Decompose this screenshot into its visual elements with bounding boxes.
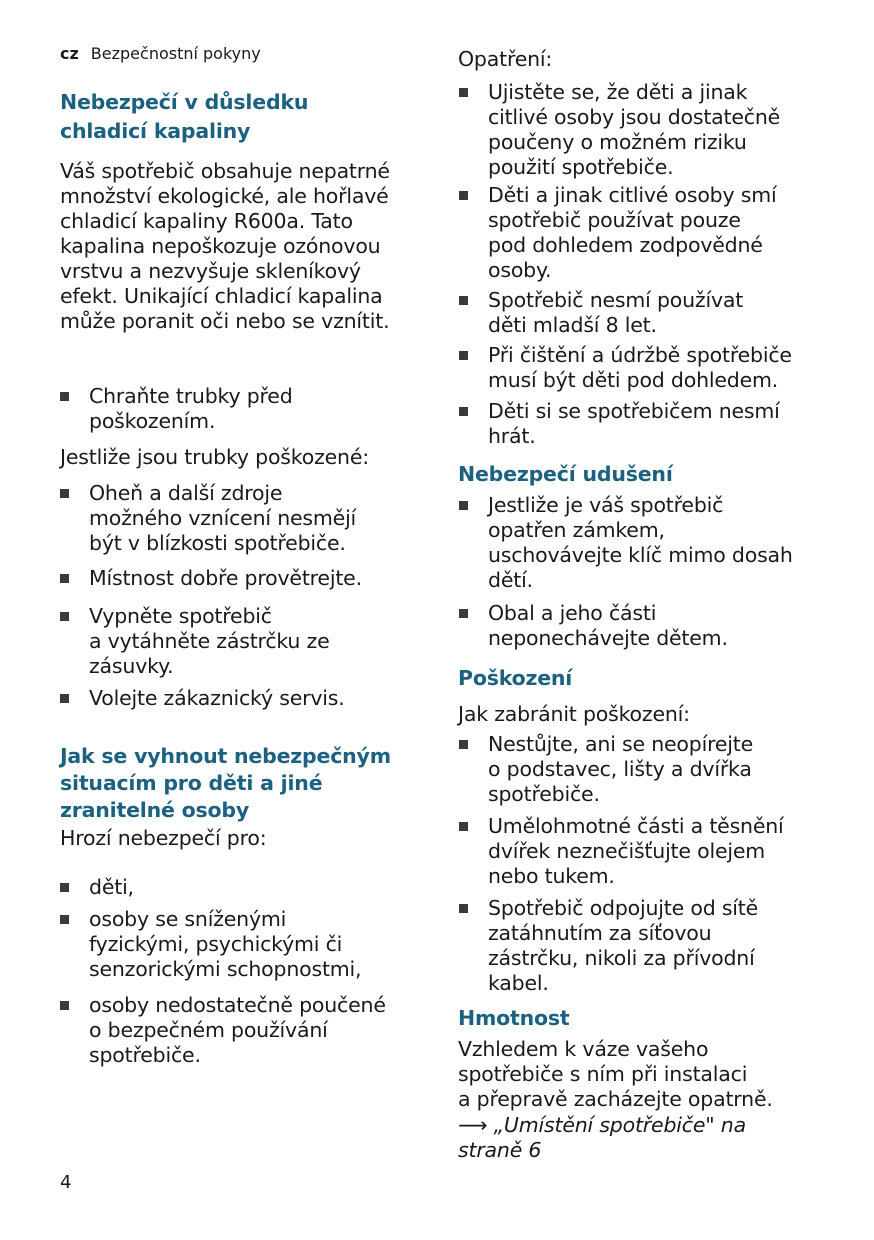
cross-reference-link[interactable]: ⟶ „Umístění spotřebiče" na straně 6 <box>458 1113 746 1162</box>
paragraph-danger-for: Hrozí nebezpečí pro: <box>60 826 267 850</box>
list-item: Při čištění a údržbě spotřebiče musí být děti pod dohledem. <box>488 343 792 392</box>
list-item: Spotřebič nesmí používat děti mladší 8 let. <box>488 288 744 337</box>
list-item: Umělohmotné části a těsnění dvířek neznečišťujte olejem nebo tukem. <box>488 814 784 888</box>
list-item: Děti si se spotřebičem nesmí hrát. <box>488 399 780 448</box>
heading-suffocation: Nebezpečí udušení <box>458 462 673 486</box>
heading-weight: Hmotnost <box>458 1006 570 1030</box>
list-item: Spotřebič odpojujte od sítě zatáhnutím za síťovou zástrčku, nikoli za přívodní kabel. <box>488 896 759 995</box>
list-item: Jestliže je váš spotřebič opatřen zámkem, uschovávejte klíč mimo dosah dětí. <box>488 493 793 592</box>
list-item: Obal a jeho části neponechávejte dětem. <box>488 601 728 650</box>
list-item: Vypněte spotřebič a vytáhněte zástrčku ze zásuvky. <box>89 604 330 678</box>
paragraph-measures: Opatření: <box>458 47 553 71</box>
list-item: Chraňte trubky před poškozením. <box>89 384 293 433</box>
language-code: cz <box>60 44 79 63</box>
list-item: Oheň a další zdroje možného vznícení nesmějí být v blízkosti spotřebiče. <box>89 481 357 555</box>
list-item: Nestůjte, ani se neopírejte o podstavec, lišty a dvířka spotřebiče. <box>488 732 754 806</box>
list-item: osoby se sníženými fyzickými, psychickými či senzorickými schopnostmi, <box>89 907 362 981</box>
list-item: Volejte zákaznický servis. <box>89 686 345 710</box>
heading-damage: Poškození <box>458 666 573 690</box>
list-item: osoby nedostatečně poučené o bezpečném používání spotřebiče. <box>89 993 386 1067</box>
paragraph-refrigerant: Váš spotřebič obsahuje nepatrné množství ekologické, ale hořlavé chladicí kapaliny R600a. Tato kapalina nepoškozuje ozónovou vrstvu a nezvyšuje skleníkový efekt. Unikající chladicí kapalina může poranit oči nebo se vznítit. <box>60 159 390 333</box>
paragraph-weight: Vzhledem k váze vašeho spotřebiče s ním při instalaci a přepravě zacházejte opatrně. <box>458 1037 773 1111</box>
list-item: Děti a jinak citlivé osoby smí spotřebič používat pouze pod dohledem zodpovědné osoby. <box>488 183 777 282</box>
heading-children-safety: Jak se vyhnout nebezpečným situacím pro děti a jiné zranitelné osoby <box>60 744 391 822</box>
paragraph-prevent-damage: Jak zabránit poškození: <box>458 702 690 726</box>
heading-refrigerant: Nebezpečí v důsledku chladicí kapaliny <box>60 90 309 143</box>
list-item: děti, <box>89 875 134 899</box>
section-title: Bezpečnostní pokyny <box>90 44 261 63</box>
paragraph-damaged-pipes: Jestliže jsou trubky poškozené: <box>60 445 369 469</box>
list-item: Místnost dobře provětrejte. <box>89 566 362 590</box>
running-header <box>60 44 261 63</box>
list-item: Ujistěte se, že děti a jinak citlivé osoby jsou dostatečně poučeny o možném riziku použití spotřebiče. <box>488 80 781 179</box>
page-number: 4 <box>60 1172 72 1193</box>
